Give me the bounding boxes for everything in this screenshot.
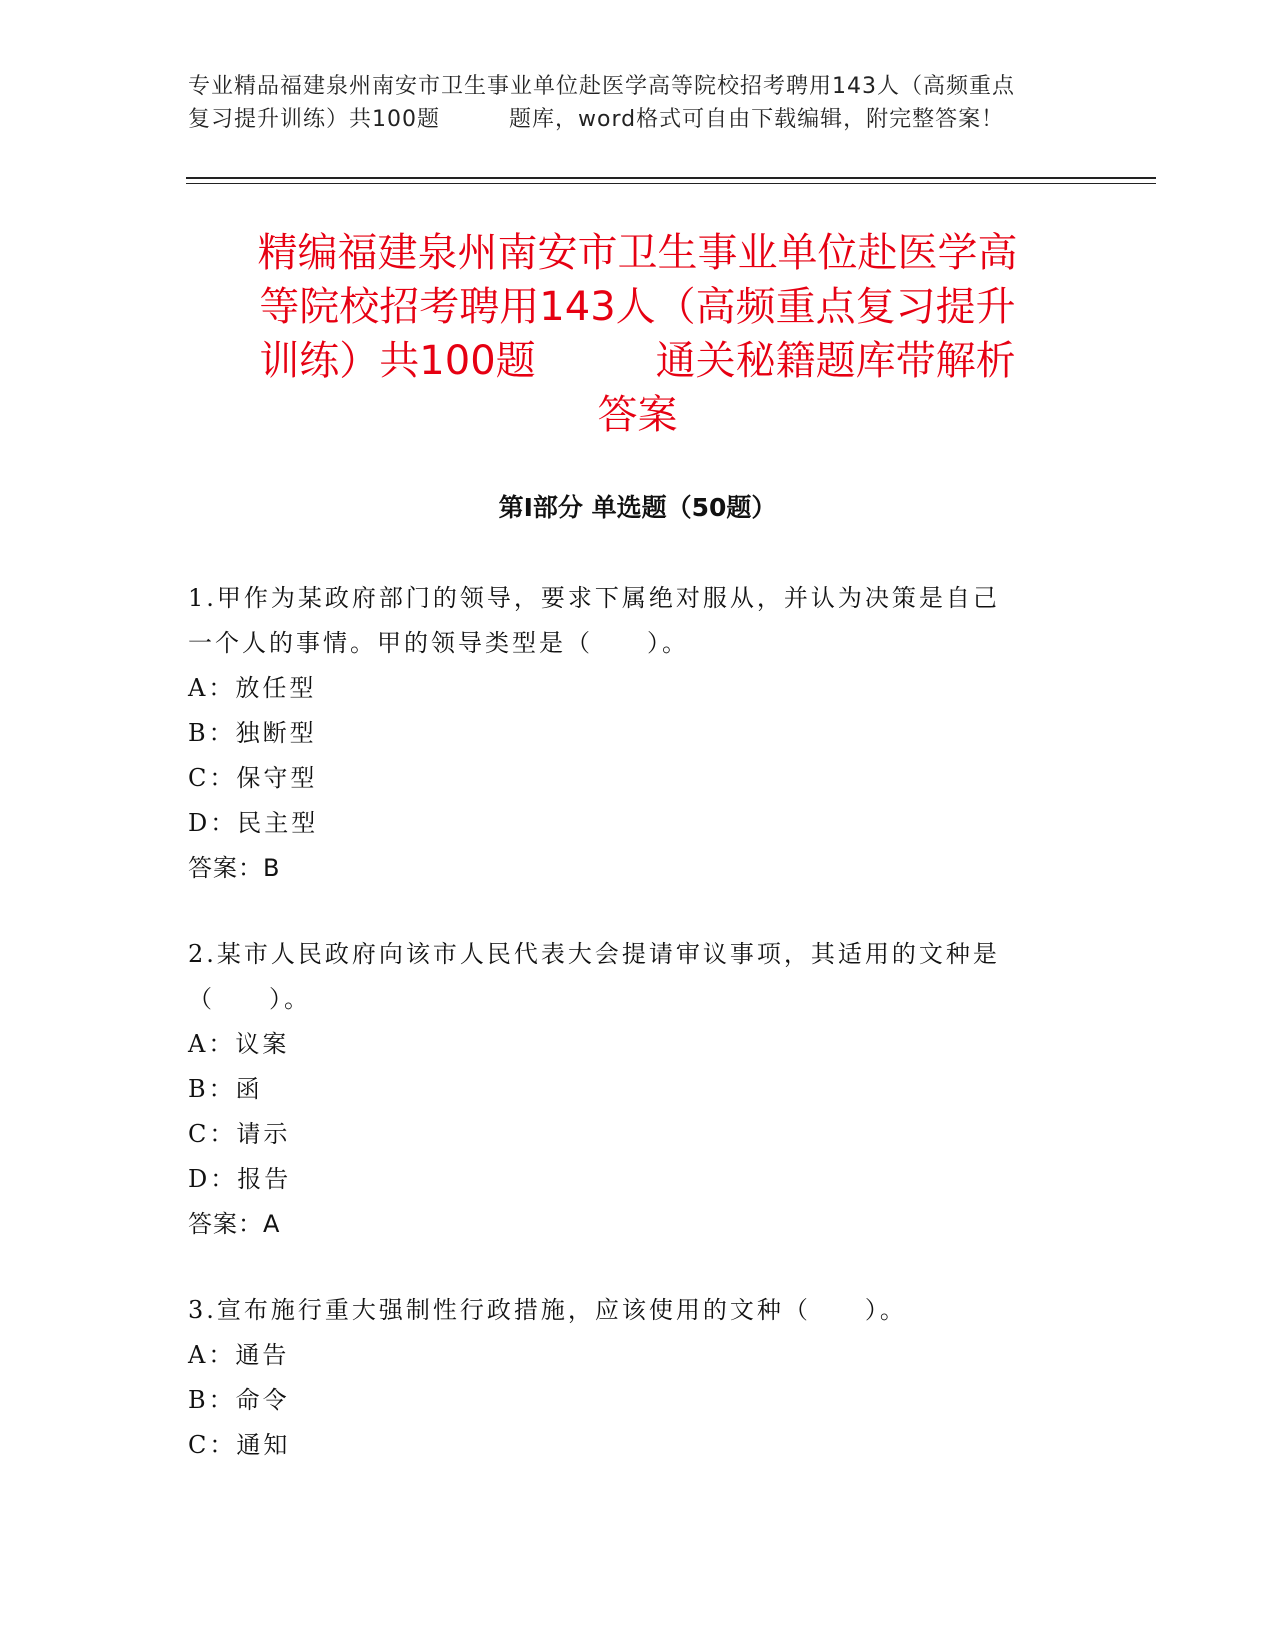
option-b: B：命令 <box>188 1386 290 1414</box>
option-a: A：通告 <box>188 1341 290 1369</box>
question-stem: 2.某市人民政府向该市人民代表大会提请审议事项，其适用的文种是 <box>188 940 1000 968</box>
answer: 答案：B <box>188 854 281 882</box>
header-line-1: 专业精品福建泉州南安市卫生事业单位赴医学高等院校招考聘用143人（高频重点 <box>188 74 1015 99</box>
header-line-2: 复习提升训练）共100题 题库，word格式可自由下载编辑，附完整答案！ <box>188 107 1005 132</box>
question-1 <box>188 576 1068 891</box>
header-rule-thin <box>186 183 1156 184</box>
option-c: C：请示 <box>188 1120 291 1148</box>
question-stem: 一个人的事情。甲的领导类型是（ ）。 <box>188 629 689 657</box>
document-title <box>200 226 1075 442</box>
question-stem: 1.甲作为某政府部门的领导，要求下属绝对服从，并认为决策是自己 <box>188 584 1000 612</box>
question-2 <box>188 932 1068 1247</box>
option-c: C：通知 <box>188 1431 291 1459</box>
title-line-4: 答案 <box>597 392 678 438</box>
option-c: C：保守型 <box>188 764 318 792</box>
page-header <box>188 70 1088 136</box>
header-rule-thick <box>186 177 1156 179</box>
title-line-1: 精编福建泉州南安市卫生事业单位赴医学高 <box>257 230 1018 276</box>
title-line-3: 训练）共100题 通关秘籍题库带解析 <box>259 338 1016 384</box>
question-stem: 3.宣布施行重大强制性行政措施，应该使用的文种（ ）。 <box>188 1296 907 1324</box>
option-d: D：民主型 <box>188 809 319 837</box>
question-list <box>188 576 1068 1509</box>
option-d: D：报告 <box>188 1165 292 1193</box>
section-heading: 第Ⅰ部分 单选题（50题） <box>498 493 777 522</box>
question-3 <box>188 1288 1068 1468</box>
option-b: B：函 <box>188 1075 263 1103</box>
option-a: A：议案 <box>188 1030 290 1058</box>
question-stem: （ ）。 <box>188 985 311 1013</box>
title-line-2: 等院校招考聘用143人（高频重点复习提升 <box>259 284 1016 330</box>
option-a: A：放任型 <box>188 674 317 702</box>
option-b: B：独断型 <box>188 719 317 747</box>
answer: 答案：A <box>188 1210 281 1238</box>
